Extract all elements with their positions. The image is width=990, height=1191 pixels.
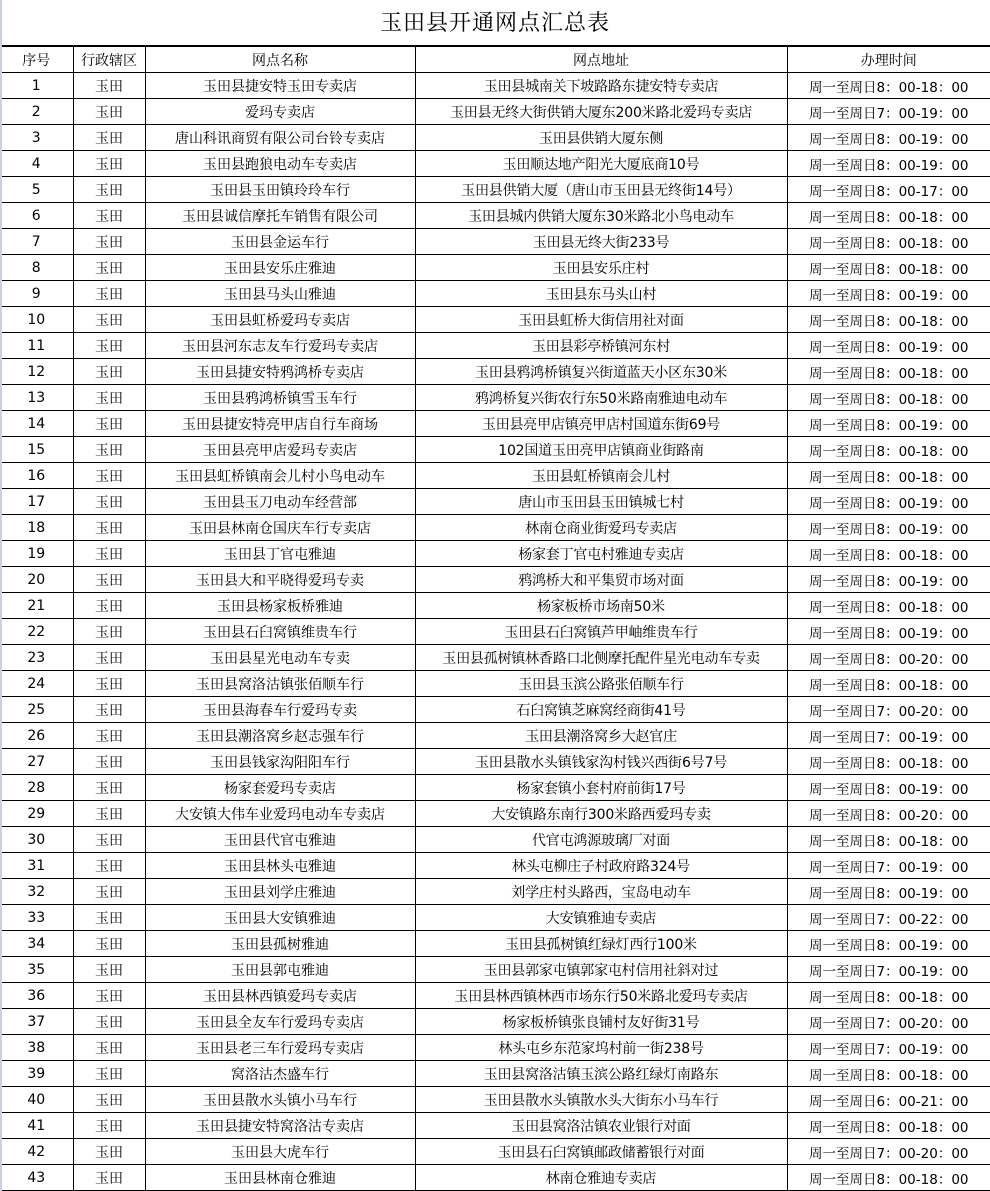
cell-hours: 周一至周日8：00-20：00 [787, 645, 990, 671]
cell-name: 玉田县郭屯雅迪 [145, 957, 415, 983]
cell-district: 玉田 [73, 151, 145, 177]
cell-address: 玉田县窝洛沽镇玉滨公路红绿灯南路东 [415, 1061, 787, 1087]
cell-hours: 周一至周日8：00-20：00 [787, 801, 990, 827]
cell-name: 玉田县散水头镇小马车行 [145, 1087, 415, 1113]
cell-no: 40 [0, 1087, 73, 1113]
cell-name: 窝洛沽杰盛车行 [145, 1061, 415, 1087]
cell-hours: 周一至周日8：00-19：00 [787, 775, 990, 801]
cell-hours: 周一至周日8：00-18：00 [787, 359, 990, 385]
cell-district: 玉田 [73, 437, 145, 463]
cell-name: 玉田县潮洛窝乡赵志强车行 [145, 723, 415, 749]
table-row [0, 879, 990, 905]
cell-address: 刘学庄村头路西，宝岛电动车 [415, 879, 787, 905]
cell-no: 37 [0, 1009, 73, 1035]
cell-address: 玉田县潮洛窝乡大赵官庄 [415, 723, 787, 749]
cell-address: 鸦鸿桥大和平集贸市场对面 [415, 567, 787, 593]
cell-address: 石臼窝镇芝麻窝经商街41号 [415, 697, 787, 723]
table-row [0, 931, 990, 957]
cell-address: 杨家板桥镇张良铺村友好街31号 [415, 1009, 787, 1035]
cell-name: 玉田县亮甲店爱玛专卖店 [145, 437, 415, 463]
cell-district: 玉田 [73, 827, 145, 853]
cell-no: 15 [0, 437, 73, 463]
header-address: 网点地址 [415, 47, 787, 73]
cell-hours: 周一至周日7：00-20：00 [787, 1139, 990, 1165]
cell-address: 玉田县石臼窝镇芦甲岫维贵车行 [415, 619, 787, 645]
cell-hours: 周一至周日8：00-18：00 [787, 203, 990, 229]
table-row [0, 1139, 990, 1165]
table-row [0, 567, 990, 593]
cell-district: 玉田 [73, 125, 145, 151]
cell-no: 18 [0, 515, 73, 541]
cell-district: 玉田 [73, 541, 145, 567]
table-row [0, 1113, 990, 1139]
cell-hours: 周一至周日7：00-19：00 [787, 853, 990, 879]
cell-address: 玉田县林西镇林西市场东行50米路北爱玛专卖店 [415, 983, 787, 1009]
cell-address: 玉田顺达地产阳光大厦底商10号 [415, 151, 787, 177]
cell-no: 34 [0, 931, 73, 957]
cell-no: 29 [0, 801, 73, 827]
cell-hours: 周一至周日6：00-21：00 [787, 1087, 990, 1113]
table-row [0, 385, 990, 411]
cell-address: 林头屯柳庄子村政府路324号 [415, 853, 787, 879]
cell-district: 玉田 [73, 801, 145, 827]
cell-name: 玉田县老三车行爱玛专卖店 [145, 1035, 415, 1061]
cell-name: 玉田县鸦鸿桥镇雪玉车行 [145, 385, 415, 411]
cell-name: 玉田县捷安特窝洛沽专卖店 [145, 1113, 415, 1139]
table-row [0, 1165, 990, 1191]
cell-address: 玉田县石臼窝镇邮政储蓄银行对面 [415, 1139, 787, 1165]
cell-district: 玉田 [73, 411, 145, 437]
cell-address: 玉田县散水头镇钱家沟村钱兴西街6号7号 [415, 749, 787, 775]
cell-district: 玉田 [73, 1113, 145, 1139]
table-row [0, 541, 990, 567]
cell-hours: 周一至周日8：00-19：00 [787, 411, 990, 437]
cell-district: 玉田 [73, 957, 145, 983]
table-row [0, 827, 990, 853]
cell-district: 玉田 [73, 619, 145, 645]
cell-district: 玉田 [73, 1087, 145, 1113]
cell-no: 13 [0, 385, 73, 411]
cell-no: 38 [0, 1035, 73, 1061]
cell-district: 玉田 [73, 593, 145, 619]
cell-address: 玉田县鸦鸿桥镇复兴街道蓝天小区东30米 [415, 359, 787, 385]
cell-hours: 周一至周日7：00-22：00 [787, 905, 990, 931]
cell-no: 10 [0, 307, 73, 333]
cell-name: 玉田县捷安特亮甲店自行车商场 [145, 411, 415, 437]
cell-hours: 周一至周日7：00-19：00 [787, 723, 990, 749]
cell-hours: 周一至周日8：00-19：00 [787, 125, 990, 151]
cell-hours: 周一至周日8：00-19：00 [787, 489, 990, 515]
cell-name: 大安镇大伟车业爱玛电动车专卖店 [145, 801, 415, 827]
table-row [0, 645, 990, 671]
cell-address: 杨家板桥市场南50米 [415, 593, 787, 619]
cell-hours: 周一至周日8：00-19：00 [787, 567, 990, 593]
table-row [0, 801, 990, 827]
table-row [0, 671, 990, 697]
cell-name: 玉田县大安镇雅迪 [145, 905, 415, 931]
cell-district: 玉田 [73, 1165, 145, 1191]
cell-district: 玉田 [73, 255, 145, 281]
cell-district: 玉田 [73, 905, 145, 931]
cell-address: 102国道玉田亮甲店镇商业街路南 [415, 437, 787, 463]
table-row [0, 1035, 990, 1061]
cell-district: 玉田 [73, 567, 145, 593]
cell-district: 玉田 [73, 99, 145, 125]
cell-address: 玉田县郭家屯镇郭家屯村信用社斜对过 [415, 957, 787, 983]
cell-district: 玉田 [73, 723, 145, 749]
cell-name: 玉田县钱家沟阳阳车行 [145, 749, 415, 775]
cell-district: 玉田 [73, 385, 145, 411]
cell-no: 7 [0, 229, 73, 255]
cell-hours: 周一至周日8：00-18：00 [787, 593, 990, 619]
table-row [0, 619, 990, 645]
cell-no: 1 [0, 73, 73, 99]
cell-hours: 周一至周日8：00-18：00 [787, 983, 990, 1009]
cell-name: 玉田县诚信摩托车销售有限公司 [145, 203, 415, 229]
table-row [0, 125, 990, 151]
cell-no: 28 [0, 775, 73, 801]
cell-address: 林南仓雅迪专卖店 [415, 1165, 787, 1191]
table-row [0, 489, 990, 515]
table-row [0, 593, 990, 619]
table-row [0, 229, 990, 255]
cell-name: 玉田县星光电动车专卖 [145, 645, 415, 671]
cell-district: 玉田 [73, 333, 145, 359]
cell-address: 玉田县散水头镇散水头大街东小马车行 [415, 1087, 787, 1113]
cell-hours: 周一至周日8：00-18：00 [787, 1165, 990, 1191]
table-row [0, 333, 990, 359]
table-row [0, 749, 990, 775]
table-row [0, 697, 990, 723]
cell-district: 玉田 [73, 307, 145, 333]
table-row [0, 411, 990, 437]
cell-district: 玉田 [73, 853, 145, 879]
cell-hours: 周一至周日8：00-18：00 [787, 307, 990, 333]
cell-name: 玉田县丁官屯雅迪 [145, 541, 415, 567]
cell-district: 玉田 [73, 1139, 145, 1165]
cell-no: 31 [0, 853, 73, 879]
cell-name: 玉田县跑狼电动车专卖店 [145, 151, 415, 177]
cell-name: 玉田县马头山雅迪 [145, 281, 415, 307]
cell-hours: 周一至周日8：00-18：00 [787, 463, 990, 489]
cell-no: 9 [0, 281, 73, 307]
cell-district: 玉田 [73, 1009, 145, 1035]
cell-no: 39 [0, 1061, 73, 1087]
table-row [0, 437, 990, 463]
cell-address: 玉田县亮甲店镇亮甲店村国道东街69号 [415, 411, 787, 437]
table-row [0, 1087, 990, 1113]
cell-address: 玉田县城内供销大厦东30米路北小鸟电动车 [415, 203, 787, 229]
cell-address: 玉田县无终大街233号 [415, 229, 787, 255]
cell-address: 玉田县彩亭桥镇河东村 [415, 333, 787, 359]
cell-address: 玉田县窝洛沽镇农业银行对面 [415, 1113, 787, 1139]
cell-name: 玉田县捷安特鸦鸿桥专卖店 [145, 359, 415, 385]
cell-hours: 周一至周日7：00-19：00 [787, 99, 990, 125]
cell-no: 21 [0, 593, 73, 619]
header-no: 序号 [0, 47, 73, 73]
table-body [0, 73, 990, 1191]
cell-district: 玉田 [73, 749, 145, 775]
cell-address: 林南仓商业街爱玛专卖店 [415, 515, 787, 541]
table-row [0, 151, 990, 177]
cell-hours: 周一至周日8：00-18：00 [787, 437, 990, 463]
cell-no: 33 [0, 905, 73, 931]
cell-address: 代官屯鸿源玻璃厂对面 [415, 827, 787, 853]
cell-address: 玉田县虹桥镇南会儿村 [415, 463, 787, 489]
cell-hours: 周一至周日8：00-18：00 [787, 385, 990, 411]
table-row [0, 255, 990, 281]
cell-hours: 周一至周日8：00-18：00 [787, 229, 990, 255]
cell-district: 玉田 [73, 177, 145, 203]
cell-address: 玉田县无终大街供销大厦东200米路北爱玛专卖店 [415, 99, 787, 125]
cell-no: 36 [0, 983, 73, 1009]
cell-hours: 周一至周日8：00-19：00 [787, 151, 990, 177]
cell-hours: 周一至周日8：00-19：00 [787, 931, 990, 957]
cell-no: 20 [0, 567, 73, 593]
cell-address: 杨家套镇小套村府前街17号 [415, 775, 787, 801]
cell-name: 玉田县海春车行爱玛专卖 [145, 697, 415, 723]
cell-address: 玉田县供销大厦东侧 [415, 125, 787, 151]
table-row [0, 203, 990, 229]
cell-hours: 周一至周日7：00-19：00 [787, 957, 990, 983]
cell-hours: 周一至周日8：00-19：00 [787, 281, 990, 307]
cell-district: 玉田 [73, 775, 145, 801]
cell-no: 17 [0, 489, 73, 515]
header-hours: 办理时间 [787, 47, 990, 73]
cell-address: 林头屯乡东范家坞村前一街238号 [415, 1035, 787, 1061]
cell-name: 玉田县捷安特玉田专卖店 [145, 73, 415, 99]
cell-no: 27 [0, 749, 73, 775]
cell-no: 42 [0, 1139, 73, 1165]
cell-no: 22 [0, 619, 73, 645]
cell-address: 玉田县孤树镇林香路口北侧摩托配件星光电动车专卖 [415, 645, 787, 671]
cell-name: 玉田县金运车行 [145, 229, 415, 255]
cell-district: 玉田 [73, 1035, 145, 1061]
table-row [0, 99, 990, 125]
cell-no: 3 [0, 125, 73, 151]
cell-no: 5 [0, 177, 73, 203]
table-row [0, 177, 990, 203]
cell-district: 玉田 [73, 671, 145, 697]
table-row [0, 853, 990, 879]
cell-hours: 周一至周日8：00-18：00 [787, 1113, 990, 1139]
table-header-row [0, 47, 990, 73]
cell-hours: 周一至周日7：00-19：00 [787, 1035, 990, 1061]
cell-no: 19 [0, 541, 73, 567]
cell-no: 14 [0, 411, 73, 437]
table-row [0, 463, 990, 489]
cell-district: 玉田 [73, 879, 145, 905]
cell-hours: 周一至周日7：00-20：00 [787, 1009, 990, 1035]
cell-no: 25 [0, 697, 73, 723]
cell-name: 玉田县河东志友车行爱玛专卖店 [145, 333, 415, 359]
cell-name: 玉田县全友车行爱玛专卖店 [145, 1009, 415, 1035]
cell-no: 35 [0, 957, 73, 983]
cell-district: 玉田 [73, 203, 145, 229]
table-row [0, 983, 990, 1009]
cell-hours: 周一至周日8：00-18：00 [787, 1061, 990, 1087]
cell-district: 玉田 [73, 645, 145, 671]
cell-district: 玉田 [73, 983, 145, 1009]
cell-district: 玉田 [73, 229, 145, 255]
cell-district: 玉田 [73, 463, 145, 489]
cell-no: 4 [0, 151, 73, 177]
table-row [0, 307, 990, 333]
cell-address: 玉田县安乐庄村 [415, 255, 787, 281]
table-row [0, 73, 990, 99]
cell-no: 26 [0, 723, 73, 749]
header-name: 网点名称 [145, 47, 415, 73]
cell-hours: 周一至周日8：00-17：00 [787, 177, 990, 203]
cell-address: 玉田县玉滨公路张佰顺车行 [415, 671, 787, 697]
cell-hours: 周一至周日8：00-18：00 [787, 73, 990, 99]
cell-address: 杨家套丁官屯村雅迪专卖店 [415, 541, 787, 567]
cell-name: 玉田县石臼窝镇维贵车行 [145, 619, 415, 645]
table-row [0, 1061, 990, 1087]
cell-name: 玉田县窝洛沽镇张佰顺车行 [145, 671, 415, 697]
cell-address: 玉田县城南关下坡路路东捷安特专卖店 [415, 73, 787, 99]
cell-address: 大安镇雅迪专卖店 [415, 905, 787, 931]
cell-name: 玉田县刘学庄雅迪 [145, 879, 415, 905]
cell-district: 玉田 [73, 359, 145, 385]
cell-hours: 周一至周日8：00-19：00 [787, 879, 990, 905]
cell-name: 杨家套爱玛专卖店 [145, 775, 415, 801]
cell-hours: 周一至周日8：00-18：00 [787, 541, 990, 567]
table-row [0, 957, 990, 983]
cell-hours: 周一至周日7：00-20：00 [787, 697, 990, 723]
cell-no: 43 [0, 1165, 73, 1191]
cell-hours: 周一至周日8：00-18：00 [787, 255, 990, 281]
table-row [0, 905, 990, 931]
table-row [0, 1009, 990, 1035]
page-title: 玉田县开通网点汇总表 [0, 0, 990, 46]
cell-address: 鸦鸿桥复兴街农行东50米路南雅迪电动车 [415, 385, 787, 411]
cell-district: 玉田 [73, 1061, 145, 1087]
cell-name: 玉田县杨家板桥雅迪 [145, 593, 415, 619]
cell-name: 玉田县大虎车行 [145, 1139, 415, 1165]
table-row [0, 775, 990, 801]
cell-name: 玉田县安乐庄雅迪 [145, 255, 415, 281]
cell-no: 16 [0, 463, 73, 489]
cell-name: 玉田县林头屯雅迪 [145, 853, 415, 879]
cell-district: 玉田 [73, 697, 145, 723]
cell-name: 玉田县林西镇爱玛专卖店 [145, 983, 415, 1009]
cell-no: 24 [0, 671, 73, 697]
cell-no: 23 [0, 645, 73, 671]
cell-no: 11 [0, 333, 73, 359]
cell-name: 玉田县虹桥镇南会儿村小鸟电动车 [145, 463, 415, 489]
cell-hours: 周一至周日8：00-19：00 [787, 619, 990, 645]
table-row [0, 359, 990, 385]
cell-no: 8 [0, 255, 73, 281]
table-row [0, 723, 990, 749]
cell-hours: 周一至周日8：00-18：00 [787, 827, 990, 853]
cell-address: 唐山市玉田县玉田镇城七村 [415, 489, 787, 515]
cell-address: 玉田县东马头山村 [415, 281, 787, 307]
cell-name: 玉田县林南仓国庆车行专卖店 [145, 515, 415, 541]
cell-hours: 周一至周日8：00-18：00 [787, 671, 990, 697]
cell-district: 玉田 [73, 73, 145, 99]
cell-address: 玉田县供销大厦（唐山市玉田县无终街14号） [415, 177, 787, 203]
cell-name: 玉田县玉刀电动车经营部 [145, 489, 415, 515]
cell-no: 2 [0, 99, 73, 125]
cell-name: 玉田县代官屯雅迪 [145, 827, 415, 853]
cell-district: 玉田 [73, 931, 145, 957]
cell-hours: 周一至周日8：00-18：00 [787, 749, 990, 775]
cell-name: 玉田县虹桥爱玛专卖店 [145, 307, 415, 333]
cell-district: 玉田 [73, 515, 145, 541]
table-row [0, 515, 990, 541]
cell-no: 12 [0, 359, 73, 385]
cell-name: 玉田县玉田镇玲玲车行 [145, 177, 415, 203]
header-district: 行政辖区 [73, 47, 145, 73]
cell-no: 41 [0, 1113, 73, 1139]
outlets-table [0, 46, 990, 1191]
cell-address: 玉田县虹桥大街信用社对面 [415, 307, 787, 333]
cell-district: 玉田 [73, 281, 145, 307]
cell-address: 玉田县孤树镇红绿灯西行100米 [415, 931, 787, 957]
window-left-edge [0, 0, 2, 1191]
cell-name: 玉田县孤树雅迪 [145, 931, 415, 957]
cell-name: 爱玛专卖店 [145, 99, 415, 125]
cell-name: 玉田县大和平晓得爱玛专卖 [145, 567, 415, 593]
cell-no: 6 [0, 203, 73, 229]
cell-district: 玉田 [73, 489, 145, 515]
cell-hours: 周一至周日8：00-19：00 [787, 333, 990, 359]
cell-no: 30 [0, 827, 73, 853]
cell-hours: 周一至周日8：00-19：00 [787, 515, 990, 541]
cell-address: 大安镇路东南行300米路西爱玛专卖 [415, 801, 787, 827]
cell-name: 玉田县林南仓雅迪 [145, 1165, 415, 1191]
cell-name: 唐山科讯商贸有限公司台铃专卖店 [145, 125, 415, 151]
table-row [0, 281, 990, 307]
cell-no: 32 [0, 879, 73, 905]
